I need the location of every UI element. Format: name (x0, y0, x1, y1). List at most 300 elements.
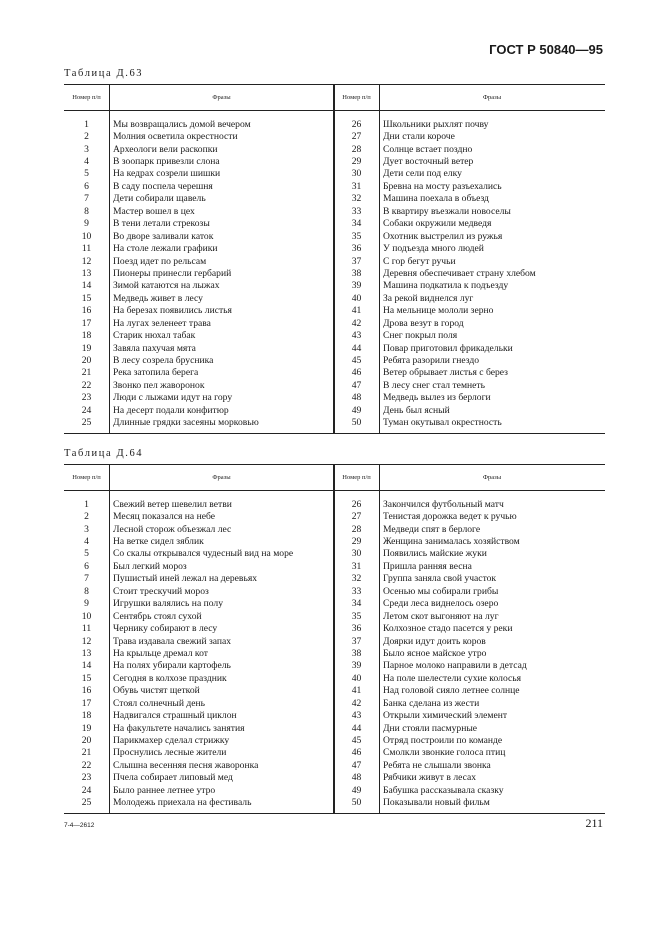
row-half-right (334, 305, 605, 316)
row-phrase: Месяц показался на небе (113, 511, 215, 523)
row-number: 11 (81, 623, 92, 635)
row-phrase: В зоопарк привезли слона (113, 156, 220, 168)
row-number: 42 (351, 317, 362, 329)
row-phrase: Снег покрыл поля (383, 330, 458, 342)
row-number: 9 (84, 598, 89, 610)
row-phrase: Длинные грядки засеяны морковью (113, 417, 259, 429)
row-half-right (334, 156, 605, 167)
row-number: 50 (351, 797, 362, 809)
row-phrase: Трава издавала свежий запах (113, 635, 232, 647)
row-half-left (64, 206, 334, 217)
row-half-right (334, 561, 605, 572)
row-number: 32 (351, 193, 362, 205)
row-phrase: Молодежь приехала на фестиваль (113, 797, 252, 809)
row-half-left (64, 343, 334, 354)
row-half-left (64, 524, 334, 535)
row-phrase: За рекой виднелся луг (383, 292, 474, 304)
row-number: 31 (351, 560, 362, 572)
column-header-number: Номер п/п (342, 474, 371, 481)
row-phrase: Появились майские жуки (383, 548, 487, 560)
row-half-left (64, 623, 334, 634)
row-number: 6 (84, 180, 89, 192)
row-half-left (64, 268, 334, 279)
table-64-title: Таблица Д.64 (64, 448, 144, 459)
row-half-left (64, 181, 334, 192)
row-phrase: Мы возвращались домой вечером (113, 118, 251, 130)
row-phrase: У подъезда много людей (383, 243, 484, 255)
row-phrase: Смолкли звонкие голоса птиц (383, 747, 506, 759)
row-number: 39 (351, 280, 362, 292)
row-phrase: На полях убирали картофель (113, 660, 231, 672)
row-phrase: Дети сели под елку (383, 168, 462, 180)
table-64 (64, 464, 605, 814)
row-phrase: Медведь вылез из берлоги (383, 392, 491, 404)
row-phrase: Археологи вели раскопки (113, 143, 218, 155)
row-phrase: Сегодня в колхозе праздник (113, 672, 227, 684)
row-number: 6 (84, 560, 89, 572)
row-number: 33 (351, 205, 362, 217)
row-number: 7 (84, 573, 89, 585)
column-header-phrases: Фразы (482, 94, 502, 101)
row-phrase: Дрова везут в город (383, 317, 464, 329)
row-number: 4 (84, 536, 89, 548)
row-half-left (64, 330, 334, 341)
table-63-title: Таблица Д.63 (64, 68, 144, 79)
row-half-right (334, 280, 605, 291)
standard-code: ГОСТ Р 50840—95 (489, 42, 603, 57)
row-phrase: Машина поехала в объезд (383, 193, 489, 205)
row-number: 9 (84, 218, 89, 230)
row-phrase: Со скалы открывался чудесный вид на море (113, 548, 294, 560)
row-number: 37 (351, 255, 362, 267)
row-half-left (64, 156, 334, 167)
row-number: 16 (81, 305, 92, 317)
row-number: 1 (84, 498, 89, 510)
row-half-right (334, 293, 605, 304)
row-number: 7 (84, 193, 89, 205)
row-half-right (334, 586, 605, 597)
row-phrase: Охотник выстрелил из ружья (383, 230, 503, 242)
row-half-right (334, 673, 605, 684)
row-number: 18 (81, 710, 92, 722)
row-half-left (64, 119, 334, 130)
row-half-right (334, 623, 605, 634)
row-half-right (334, 168, 605, 179)
row-half-right (334, 511, 605, 522)
row-half-right (334, 318, 605, 329)
row-number: 41 (351, 685, 362, 697)
row-phrase: На поле шелестели сухие колосья (383, 672, 522, 684)
row-number: 5 (84, 548, 89, 560)
row-number: 41 (351, 305, 362, 317)
row-number: 27 (351, 131, 362, 143)
row-number: 36 (351, 243, 362, 255)
row-half-right (334, 723, 605, 734)
row-half-left (64, 785, 334, 796)
row-half-left (64, 698, 334, 709)
row-phrase: Повар приготовил фрикадельки (383, 342, 513, 354)
row-number: 48 (351, 392, 362, 404)
row-phrase: Туман окутывал окрестность (383, 417, 502, 429)
row-number: 16 (81, 685, 92, 697)
row-number: 26 (351, 498, 362, 510)
row-number: 12 (81, 635, 92, 647)
row-half-right (334, 206, 605, 217)
row-phrase: На десерт подали конфитюр (113, 404, 229, 416)
row-number: 45 (351, 735, 362, 747)
row-half-left (64, 636, 334, 647)
row-number: 44 (351, 342, 362, 354)
row-number: 8 (84, 205, 89, 217)
row-number: 31 (351, 180, 362, 192)
row-phrase: В тени летали стрекозы (113, 218, 210, 230)
row-number: 15 (81, 292, 92, 304)
row-half-right (334, 380, 605, 391)
row-phrase: Было раннее летнее утро (113, 784, 216, 796)
row-half-left (64, 355, 334, 366)
row-number: 10 (81, 610, 92, 622)
row-number: 40 (351, 672, 362, 684)
row-phrase: Во дворе заливали каток (113, 230, 214, 242)
row-half-right (334, 144, 605, 155)
row-phrase: Среди леса виднелось озеро (383, 598, 499, 610)
row-phrase: На ветке сидел зяблик (113, 536, 204, 548)
row-half-right (334, 710, 605, 721)
row-number: 21 (81, 367, 92, 379)
row-half-left (64, 511, 334, 522)
row-number: 3 (84, 143, 89, 155)
row-number: 50 (351, 417, 362, 429)
row-half-right (334, 268, 605, 279)
row-phrase: На березах появились листья (113, 305, 232, 317)
row-half-right (334, 405, 605, 416)
row-half-left (64, 797, 334, 808)
row-phrase: Колхозное стадо пасется у реки (383, 623, 513, 635)
row-half-right (334, 367, 605, 378)
row-phrase: Машина подкатила к подъезду (383, 280, 509, 292)
row-number: 24 (81, 784, 92, 796)
row-number: 38 (351, 647, 362, 659)
row-phrase: Школьники рыхлят почву (383, 118, 489, 130)
row-number: 2 (84, 511, 89, 523)
row-phrase: Медведь живет в лесу (113, 292, 203, 304)
row-phrase: Тенистая дорожка ведет к ручью (383, 511, 517, 523)
row-half-right (334, 648, 605, 659)
row-number: 10 (81, 230, 92, 242)
row-phrase: Парное молоко направили в детсад (383, 660, 527, 672)
row-phrase: Дети собирали щавель (113, 193, 206, 205)
row-half-left (64, 392, 334, 403)
row-half-left (64, 218, 334, 229)
row-phrase: Лесной сторож объезжал лес (113, 523, 232, 535)
column-header-phrases: Фразы (482, 474, 502, 481)
row-half-left (64, 735, 334, 746)
row-half-right (334, 785, 605, 796)
row-phrase: Звонко пел жаворонок (113, 379, 205, 391)
row-number: 26 (351, 118, 362, 130)
row-number: 20 (81, 355, 92, 367)
column-header-number: Номер п/п (342, 94, 371, 101)
row-number: 40 (351, 292, 362, 304)
column-header-phrases: Фразы (212, 94, 231, 101)
row-phrase: Игрушки валялись на полу (113, 598, 223, 610)
row-phrase: В лесу созрела брусника (113, 355, 214, 367)
row-half-left (64, 772, 334, 783)
row-half-right (334, 524, 605, 535)
row-phrase: Чернику собирают в лесу (113, 623, 218, 635)
row-phrase: Надвигался страшный циклон (113, 710, 237, 722)
column-header-number: Номер п/п (72, 94, 101, 101)
row-phrase: Рябчики живут в лесах (383, 772, 477, 784)
row-number: 42 (351, 697, 362, 709)
row-half-right (334, 698, 605, 709)
row-number: 30 (351, 548, 362, 560)
row-phrase: Собаки окружили медведя (383, 218, 492, 230)
row-number: 21 (81, 747, 92, 759)
row-half-left (64, 685, 334, 696)
column-header-number: Номер п/п (72, 474, 101, 481)
row-phrase: Зимой катаются на лыжах (113, 280, 220, 292)
row-number: 13 (81, 647, 92, 659)
row-phrase: Над головой сияло летнее солнце (383, 685, 520, 697)
row-phrase: Группа заняла свой участок (383, 573, 497, 585)
row-phrase: Было ясное майское утро (383, 647, 487, 659)
row-phrase: Люди с лыжами идут на гору (113, 392, 233, 404)
row-phrase: На столе лежали графики (113, 243, 218, 255)
row-half-left (64, 193, 334, 204)
row-half-right (334, 573, 605, 584)
row-number: 18 (81, 330, 92, 342)
row-phrase: Ребята разорили гнездо (383, 355, 480, 367)
row-half-right (334, 256, 605, 267)
row-number: 33 (351, 585, 362, 597)
row-number: 19 (81, 342, 92, 354)
row-number: 3 (84, 523, 89, 535)
row-number: 49 (351, 784, 362, 796)
row-half-left (64, 405, 334, 416)
row-half-left (64, 536, 334, 547)
row-half-left (64, 168, 334, 179)
row-number: 35 (351, 610, 362, 622)
row-half-right (334, 417, 605, 428)
row-half-left (64, 293, 334, 304)
table-63 (64, 84, 605, 434)
row-phrase: Женщина занималась хозяйством (383, 536, 520, 548)
row-number: 36 (351, 623, 362, 635)
row-phrase: Показывали новый фильм (383, 797, 490, 809)
row-phrase: В лесу снег стал темнеть (383, 379, 485, 391)
row-half-left (64, 280, 334, 291)
row-half-right (334, 685, 605, 696)
row-phrase: День был ясный (383, 404, 450, 416)
row-phrase: Бревна на мосту разъехались (383, 180, 502, 192)
row-half-left (64, 660, 334, 671)
row-number: 29 (351, 536, 362, 548)
row-phrase: Дует восточный ветер (383, 156, 474, 168)
row-number: 13 (81, 267, 92, 279)
row-half-right (334, 231, 605, 242)
row-half-left (64, 747, 334, 758)
row-phrase: Слышна весенняя песня жаворонка (113, 759, 259, 771)
row-half-left (64, 548, 334, 559)
row-phrase: На кедрах созрели шишки (113, 168, 221, 180)
row-number: 46 (351, 747, 362, 759)
row-phrase: В саду поспела черешня (113, 180, 213, 192)
column-header-phrases: Фразы (212, 474, 231, 481)
row-number: 45 (351, 355, 362, 367)
row-number: 46 (351, 367, 362, 379)
row-number: 23 (81, 392, 92, 404)
row-half-left (64, 586, 334, 597)
row-half-left (64, 760, 334, 771)
row-half-left (64, 305, 334, 316)
row-half-right (334, 548, 605, 559)
row-phrase: Сентябрь стоял сухой (113, 610, 202, 622)
row-half-right (334, 392, 605, 403)
row-phrase: Банка сделана из жести (383, 697, 480, 709)
row-number: 17 (81, 697, 92, 709)
row-phrase: Медведи спят в берлоге (383, 523, 481, 535)
row-number: 48 (351, 772, 362, 784)
row-phrase: Проснулись лесные жители (113, 747, 227, 759)
row-half-left (64, 243, 334, 254)
row-number: 19 (81, 722, 92, 734)
row-phrase: Обувь чистят щеткой (113, 685, 200, 697)
row-half-right (334, 193, 605, 204)
row-half-right (334, 343, 605, 354)
row-number: 38 (351, 267, 362, 279)
row-number: 11 (81, 243, 92, 255)
row-half-left (64, 144, 334, 155)
row-phrase: Завяла пахучая мята (113, 342, 196, 354)
row-half-right (334, 611, 605, 622)
row-phrase: Пионеры принесли гербарий (113, 267, 232, 279)
row-number: 8 (84, 585, 89, 597)
row-phrase: Река затопила берега (113, 367, 199, 379)
row-half-left (64, 131, 334, 142)
row-number: 35 (351, 230, 362, 242)
row-half-right (334, 735, 605, 746)
row-phrase: Осенью мы собирали грибы (383, 585, 499, 597)
row-number: 25 (81, 797, 92, 809)
row-phrase: Парикмахер сделал стрижку (113, 735, 230, 747)
row-half-right (334, 797, 605, 808)
row-number: 2 (84, 131, 89, 143)
row-half-left (64, 231, 334, 242)
row-number: 24 (81, 404, 92, 416)
row-number: 37 (351, 635, 362, 647)
row-phrase: На крыльце дремал кот (113, 647, 208, 659)
row-phrase: Летом скот выгоняют на луг (383, 610, 499, 622)
row-phrase: На лугах зеленеет трава (113, 317, 211, 329)
row-half-right (334, 772, 605, 783)
row-half-right (334, 536, 605, 547)
row-half-left (64, 561, 334, 572)
row-half-right (334, 636, 605, 647)
row-half-right (334, 747, 605, 758)
page-number: 211 (585, 816, 603, 830)
row-half-left (64, 573, 334, 584)
row-number: 14 (81, 280, 92, 292)
row-phrase: Пришла ранняя весна (383, 560, 472, 572)
row-phrase: Дни стали короче (383, 131, 455, 143)
row-number: 32 (351, 573, 362, 585)
row-number: 14 (81, 660, 92, 672)
row-number: 44 (351, 722, 362, 734)
row-phrase: Мастер вошел в цех (113, 205, 195, 217)
row-half-left (64, 598, 334, 609)
row-half-left (64, 611, 334, 622)
row-phrase: Закончился футбольный матч (383, 498, 504, 510)
row-number: 15 (81, 672, 92, 684)
row-number: 30 (351, 168, 362, 180)
row-half-left (64, 256, 334, 267)
row-half-right (334, 119, 605, 130)
row-phrase: Пчела собирает липовый мед (113, 772, 233, 784)
row-phrase: Стоял солнечный день (113, 697, 206, 709)
row-half-left (64, 648, 334, 659)
row-half-right (334, 243, 605, 254)
row-number: 43 (351, 330, 362, 342)
row-half-right (334, 218, 605, 229)
row-phrase: Ребята не слышали звонка (383, 759, 491, 771)
row-half-right (334, 330, 605, 341)
row-phrase: Молния осветила окрестности (113, 131, 238, 143)
row-half-left (64, 723, 334, 734)
print-code: 7-4—2612 (64, 822, 95, 829)
row-number: 39 (351, 660, 362, 672)
row-phrase: Ветер обрывает листья с берез (383, 367, 508, 379)
row-number: 4 (84, 156, 89, 168)
row-number: 49 (351, 404, 362, 416)
row-number: 47 (351, 759, 362, 771)
row-half-right (334, 760, 605, 771)
row-half-left (64, 318, 334, 329)
row-half-left (64, 499, 334, 510)
row-phrase: Дни стояли пасмурные (383, 722, 478, 734)
row-phrase: Старик нюхал табак (113, 330, 196, 342)
row-number: 22 (81, 759, 92, 771)
row-phrase: Поезд идет по рельсам (113, 255, 207, 267)
row-half-left (64, 380, 334, 391)
row-half-right (334, 355, 605, 366)
row-phrase: Отряд построили по команде (383, 735, 503, 747)
row-number: 34 (351, 598, 362, 610)
row-phrase: Свежий ветер шевелил ветви (113, 498, 232, 510)
row-half-left (64, 673, 334, 684)
row-number: 25 (81, 417, 92, 429)
row-half-right (334, 660, 605, 671)
row-number: 43 (351, 710, 362, 722)
row-phrase: На факультете начались занятия (113, 722, 245, 734)
row-phrase: Бабушка рассказывала сказку (383, 784, 504, 796)
row-number: 22 (81, 379, 92, 391)
row-number: 27 (351, 511, 362, 523)
row-phrase: Солнце встает поздно (383, 143, 473, 155)
row-phrase: Стоит трескучий мороз (113, 585, 209, 597)
row-half-right (334, 499, 605, 510)
row-number: 1 (84, 118, 89, 130)
row-number: 47 (351, 379, 362, 391)
row-half-left (64, 417, 334, 428)
row-number: 5 (84, 168, 89, 180)
row-phrase: Деревня обеспечивает страну хлебом (383, 267, 536, 279)
row-phrase: Был легкий мороз (113, 560, 187, 572)
row-phrase: С гор бегут ручьи (383, 255, 456, 267)
row-phrase: Пушистый иней лежал на деревьях (113, 573, 258, 585)
row-phrase: Доярки идут доить коров (383, 635, 486, 647)
row-half-left (64, 710, 334, 721)
